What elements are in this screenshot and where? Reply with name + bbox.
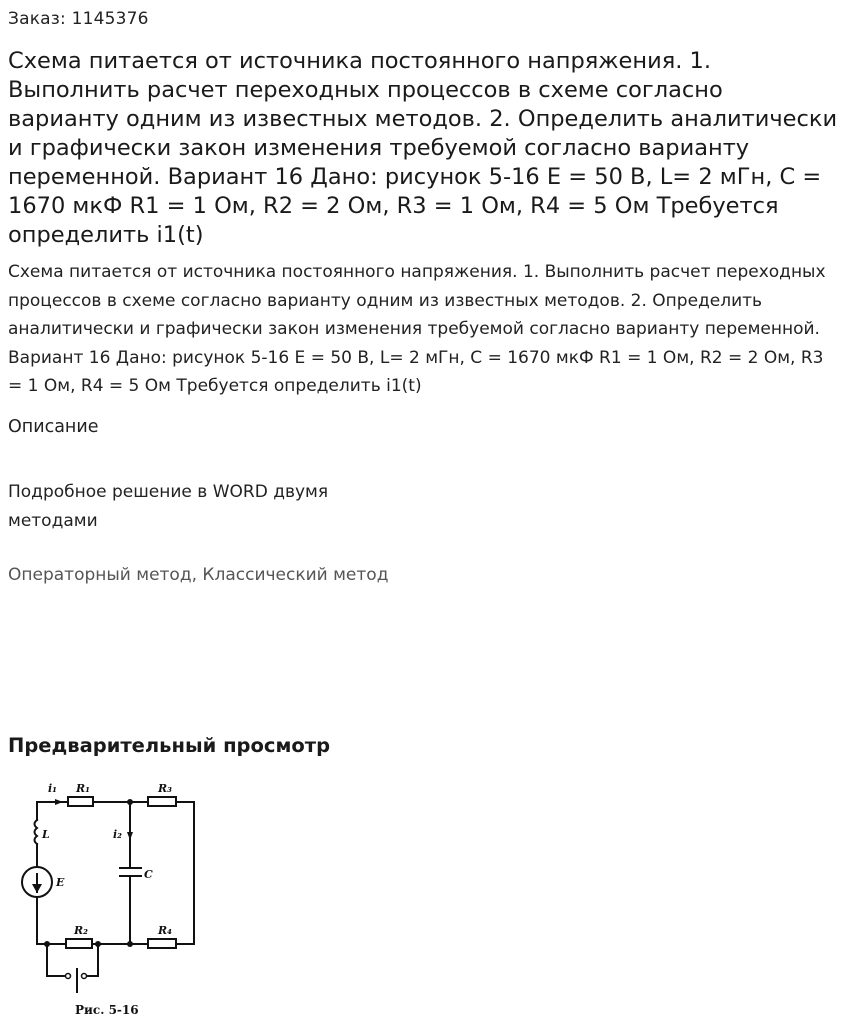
preview-image[interactable] <box>0 762 220 1024</box>
order-number: Заказ: 1145376 <box>8 9 149 29</box>
label-l: L <box>42 828 50 841</box>
preview-heading: Предварительный просмотр <box>8 734 331 757</box>
label-c: C <box>144 868 153 881</box>
label-e: E <box>56 876 65 889</box>
figure-caption: Рис. 5-16 <box>75 1003 139 1017</box>
solution-detail: Подробное решение в WORD двумя методами <box>8 482 329 531</box>
solution-methods: Операторный метод, Классический метод <box>8 565 389 585</box>
label-i2: i₂ <box>113 828 122 841</box>
task-description: Схема питается от источника постоянного напряжения. 1. Выполнить расчет переходных процессов в схеме согласно варианту одним из известных методов. 2. Определить аналитически и графически закон изменения требуемой согласно варианту переменной. Вариант 16 Дано: рисунок 5-16 E = 50 В, L= 2 мГн, C = 1670 мкФ R1 = 1 Ом, R2 = 2 Ом, R3 = 1 Ом, R4 = 5 Ом Требуется определить i1(t) <box>8 262 826 397</box>
page-title: Схема питается от источника постоянного напряжения. 1. Выполнить расчет переходных процессов в схеме согласно варианту одним из известных методов. 2. Определить аналитически и графически закон изменения требуемой согласно варианту переменной. Вариант 16 Дано: рисунок 5-16 E = 50 В, L= 2 мГн, C = 1670 мкФ R1 = 1 Ом, R2 = 2 Ом, R3 = 1 Ом, R4 = 5 Ом Требуется определить i1(t) <box>8 48 838 248</box>
label-i1: i₁ <box>48 782 57 795</box>
label-r1: R₁ <box>76 782 90 795</box>
label-r2: R₂ <box>74 924 88 937</box>
label-r4: R₄ <box>158 924 172 937</box>
label-r3: R₃ <box>158 782 172 795</box>
circuit-diagram <box>0 762 220 1024</box>
description-label: Описание <box>8 417 99 437</box>
